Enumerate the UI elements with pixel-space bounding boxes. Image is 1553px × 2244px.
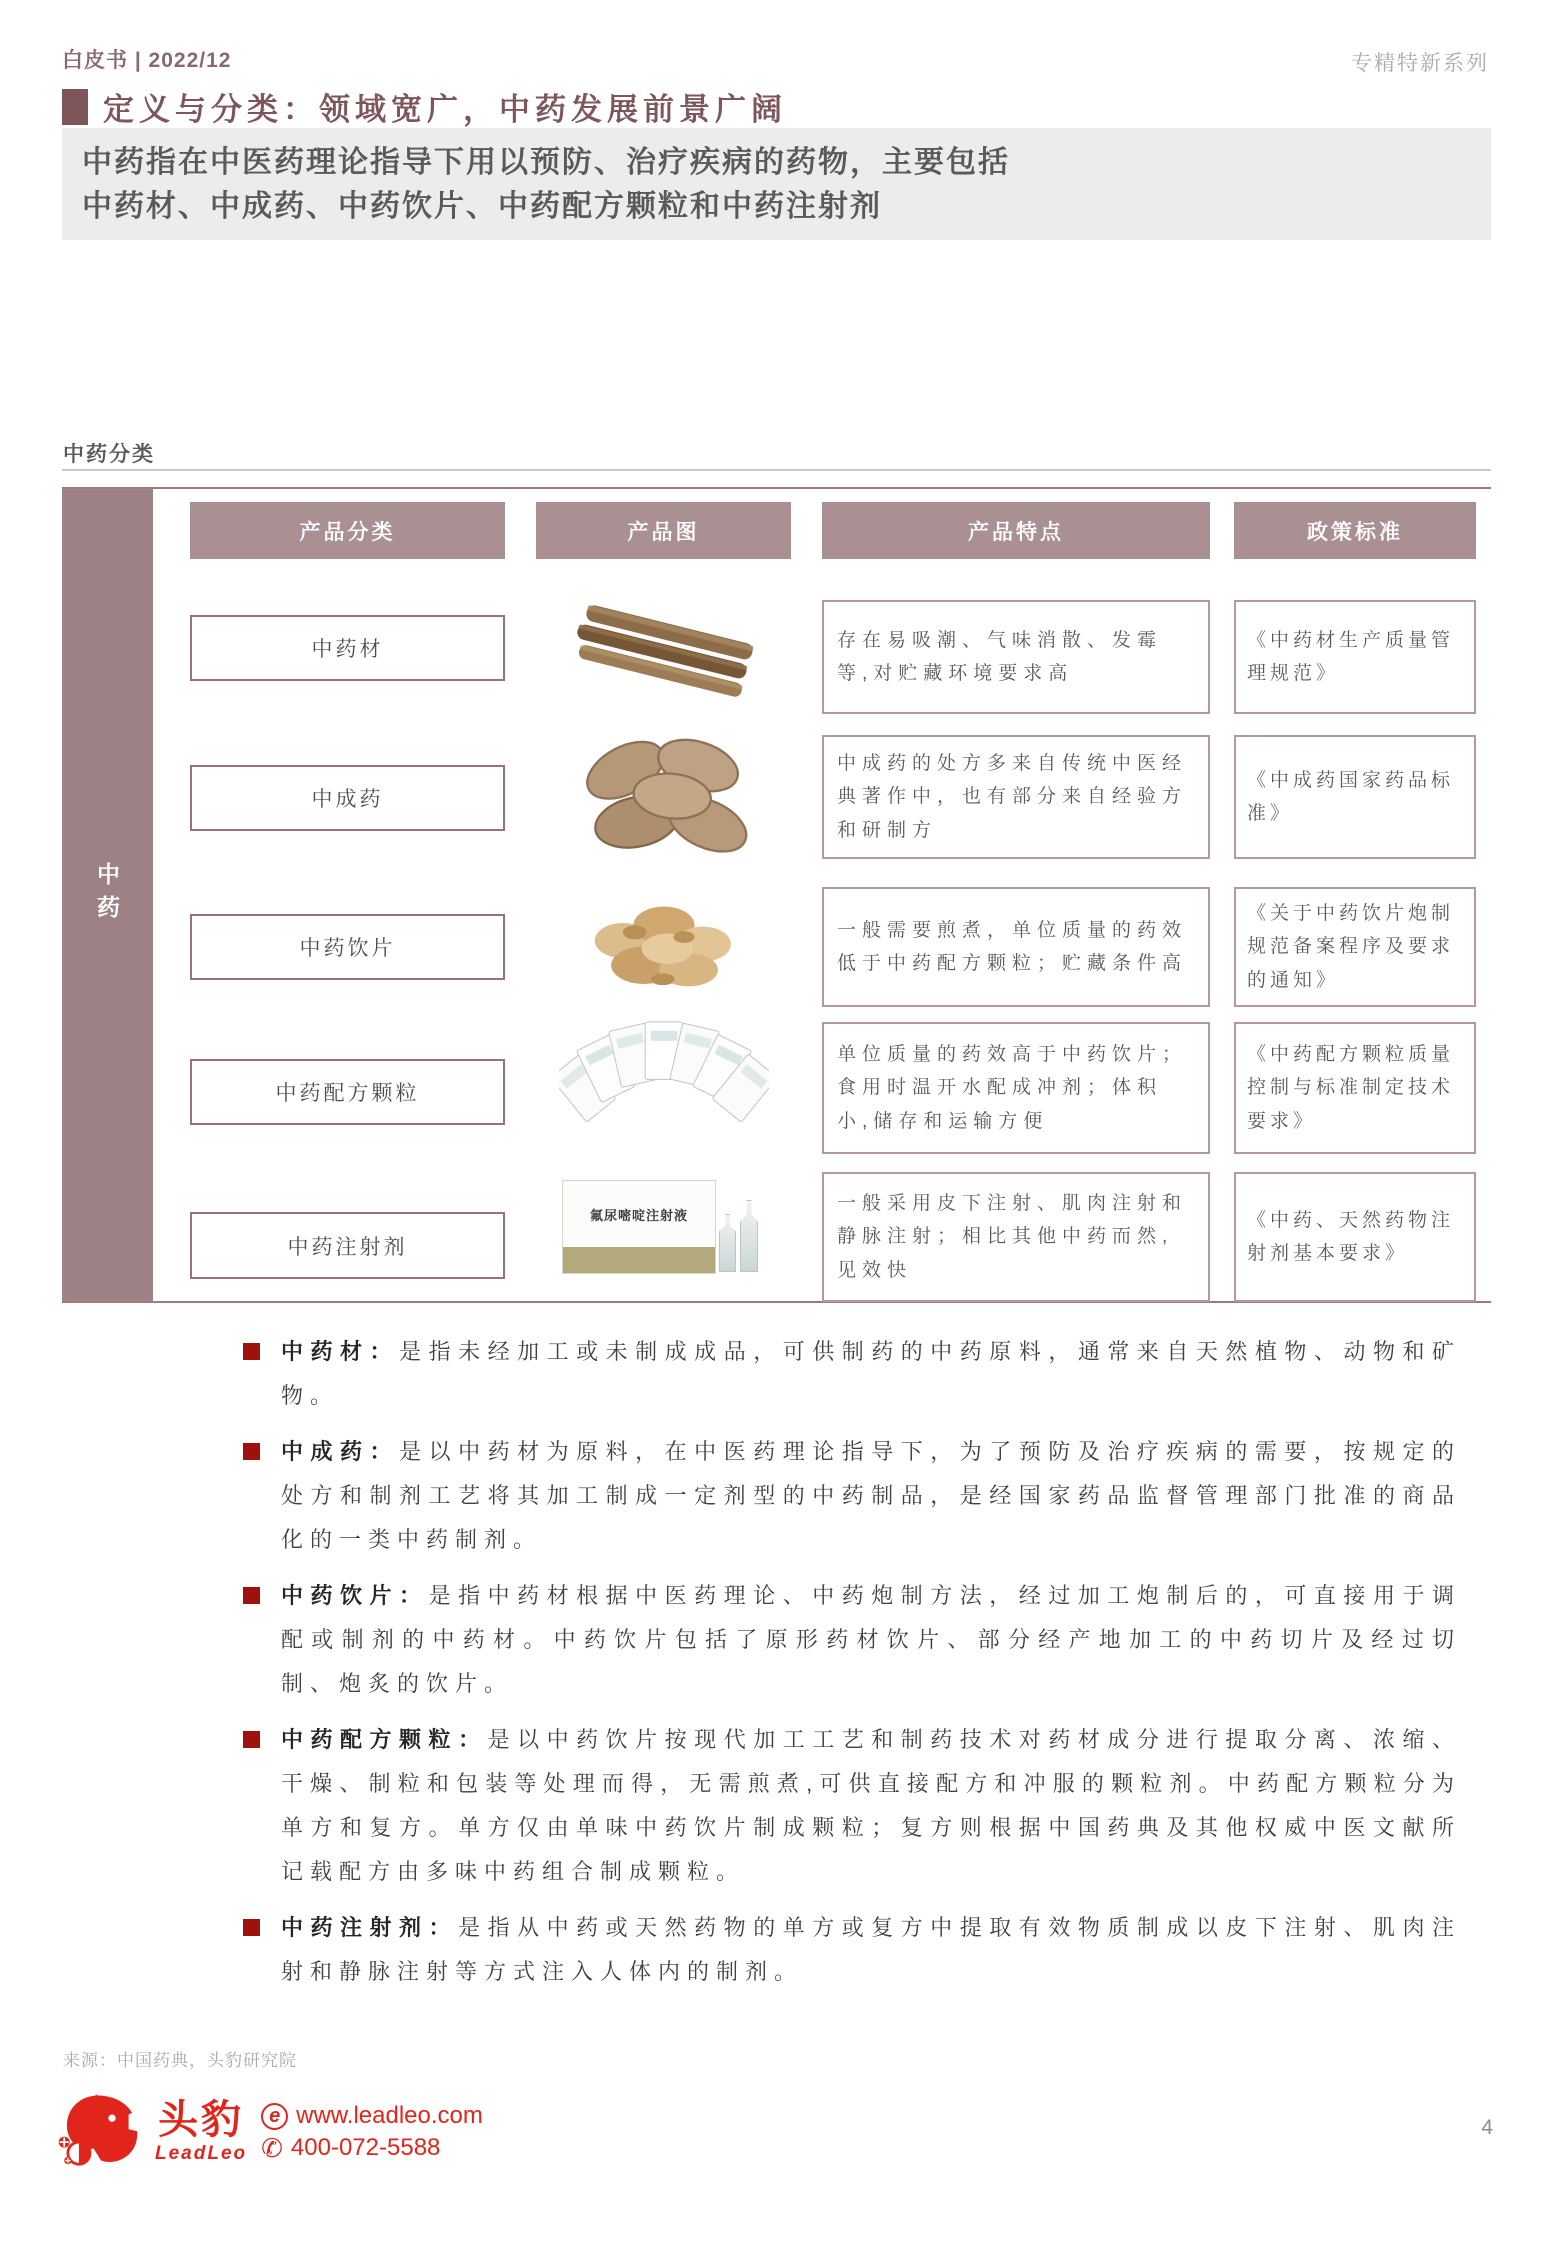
column-header-features: 产品特点 [822, 502, 1210, 559]
policy-cell [1234, 1172, 1476, 1302]
website-url: www.leadleo.com [296, 2102, 483, 2129]
features-text: 一般需要煎煮，单位质量的药效低于中药配方颗粒；贮藏条件高 [837, 919, 1188, 974]
page-title-row [62, 84, 787, 129]
injection-label: 氟尿嘧啶注射液 [589, 1208, 688, 1223]
definition-term: 中药注射剂： [281, 1915, 459, 1940]
page-title: 定义与分类：领域宽广，中药发展前景广阔 [103, 92, 787, 127]
definition-item [243, 1906, 1461, 1994]
definition-term: 中药材： [281, 1339, 400, 1364]
column-header-category: 产品分类 [190, 502, 505, 559]
dried-herb-slices-image [564, 876, 764, 1011]
policy-cell [1234, 600, 1476, 714]
policy-cell [1234, 735, 1476, 859]
definition-text: 是以中药饮片按现代加工工艺和制药技术对药材成分进行提取分离、浓缩、干燥、制粒和包装等处理而得，无需煎煮,可供直接配方和冲服的颗粒剂。中药配方颗粒分为单方和复方。单方仅由单味中药饮片制成颗粒；复方则根据中国药典及其他权威中医文献所记载配方由多味中药组合制成颗粒。 [281, 1727, 1461, 1884]
summary-banner [62, 128, 1491, 240]
injection-box-image [556, 1170, 771, 1282]
features-text: 中成药的处方多来自传统中医经典著作中，也有部分来自经验方和研制方 [837, 753, 1188, 841]
definition-text: 是指未经加工或未制成成品，可供制药的中药原料，通常来自天然植物、动物和矿物。 [281, 1339, 1461, 1408]
column-header-image: 产品图 [536, 502, 791, 559]
page-number: 4 [1481, 2116, 1493, 2139]
leadleo-logo-icon [55, 2090, 147, 2174]
definition-item [243, 1574, 1461, 1706]
source-note: 来源：中国药典，头豹研究院 [63, 2051, 297, 2070]
bullet-square-icon [243, 1443, 260, 1460]
section-divider [62, 469, 1491, 471]
features-cell [822, 735, 1210, 859]
policy-text: 《中成药国家药品标准》 [1247, 769, 1455, 824]
injection-carton [562, 1180, 716, 1274]
bullet-square-icon [243, 1731, 260, 1748]
contact-info [261, 2102, 483, 2162]
category-cell: 中药材 [190, 615, 505, 681]
category-cell: 中药配方颗粒 [190, 1059, 505, 1125]
category-cell: 中成药 [190, 765, 505, 831]
features-text: 单位质量的药效高于中药饮片；食用时温开水配成冲剂；体积小,储存和运输方便 [837, 1044, 1188, 1132]
definition-text: 是指从中药或天然药物的单方或复方中提取有效物质制成以皮下注射、肌肉注射和静脉注射等方式注入人体内的制剂。 [281, 1915, 1461, 1984]
brand-name-en: LeadLeo [155, 2142, 248, 2164]
footer-brand [55, 2090, 483, 2174]
brand-name-cn: 头豹 [158, 2097, 245, 2142]
bullet-square-icon [243, 1919, 260, 1936]
product-image-cell [536, 1155, 791, 1297]
policy-text: 《中药配方颗粒质量控制与标准制定技术要求》 [1247, 1044, 1455, 1132]
bullet-square-icon [243, 1343, 260, 1360]
definition-item [243, 1330, 1461, 1418]
web-icon: e [261, 2103, 288, 2130]
phone-row [261, 2134, 483, 2162]
product-image-cell [536, 872, 791, 1014]
definition-term: 中药饮片： [281, 1583, 429, 1608]
policy-cell [1234, 887, 1476, 1007]
policy-text: 《中药材生产质量管理规范》 [1247, 629, 1455, 684]
policy-text: 《中药、天然药物注射剂基本要求》 [1247, 1209, 1455, 1264]
category-cell: 中药注射剂 [190, 1212, 505, 1279]
phone-icon: ✆ [261, 2133, 283, 2163]
policy-cell [1234, 1022, 1476, 1154]
features-cell [822, 1172, 1210, 1302]
features-cell [822, 887, 1210, 1007]
summary-banner-line2: 中药材、中成药、中药饮片、中药配方颗粒和中药注射剂 [82, 189, 882, 223]
bullet-square-icon [243, 1587, 260, 1604]
ampoule-icon [719, 1214, 736, 1272]
herb-sticks-image [564, 597, 764, 707]
definition-list [243, 1330, 1461, 1994]
features-cell [822, 1022, 1210, 1154]
column-header-policy: 政策标准 [1234, 502, 1476, 559]
product-image-cell [536, 722, 791, 869]
definition-item [243, 1718, 1461, 1894]
category-cell: 中药饮片 [190, 914, 505, 980]
summary-banner-line1: 中药指在中医药理论指导下用以预防、治疗疾病的药物，主要包括 [82, 146, 1010, 179]
definition-term: 中成药： [281, 1439, 400, 1464]
definition-text: 是以中药材为原料，在中医药理论指导下，为了预防及治疗疾病的需要，按规定的处方和制剂工艺将其加工制成一定剂型的中药制品，是经国家药品监督管理部门批准的商品化的一类中药制剂。 [281, 1439, 1461, 1552]
website-row [261, 2102, 483, 2130]
phone-number: 400-072-5588 [290, 2134, 441, 2161]
brand-names [155, 2097, 248, 2165]
product-image-cell [536, 584, 791, 719]
product-image-cell [536, 1012, 791, 1159]
table-side-strip [62, 489, 153, 1301]
definition-term: 中药配方颗粒： [281, 1727, 488, 1752]
definition-item [243, 1430, 1461, 1562]
features-text: 一般采用皮下注射、肌肉注射和静脉注射；相比其他中药而然,见效快 [837, 1193, 1188, 1281]
granule-sachets-image [559, 1018, 769, 1153]
title-square-icon [62, 89, 88, 125]
classification-table [62, 487, 1491, 1303]
header-left-label: 白皮书 | 2022/12 [62, 49, 232, 72]
features-cell [822, 600, 1210, 714]
ampoule-icon [740, 1200, 758, 1272]
header-right-series-label: 专精特新系列 [1351, 52, 1489, 75]
brown-pills-image [564, 728, 764, 863]
section-label: 中药分类 [63, 443, 155, 466]
table-side-label: 中药 [94, 862, 120, 928]
features-text: 存在易吸潮、气味消散、发霉等,对贮藏环境要求高 [837, 629, 1163, 684]
policy-text: 《关于中药饮片炮制规范备案程序及要求的通知》 [1247, 903, 1455, 991]
definition-text: 是指中药材根据中医药理论、中药炮制方法，经过加工炮制后的，可直接用于调配或制剂的中药材。中药饮片包括了原形药材饮片、部分经产地加工的中药切片及经过切制、炮炙的饮片。 [281, 1583, 1461, 1696]
